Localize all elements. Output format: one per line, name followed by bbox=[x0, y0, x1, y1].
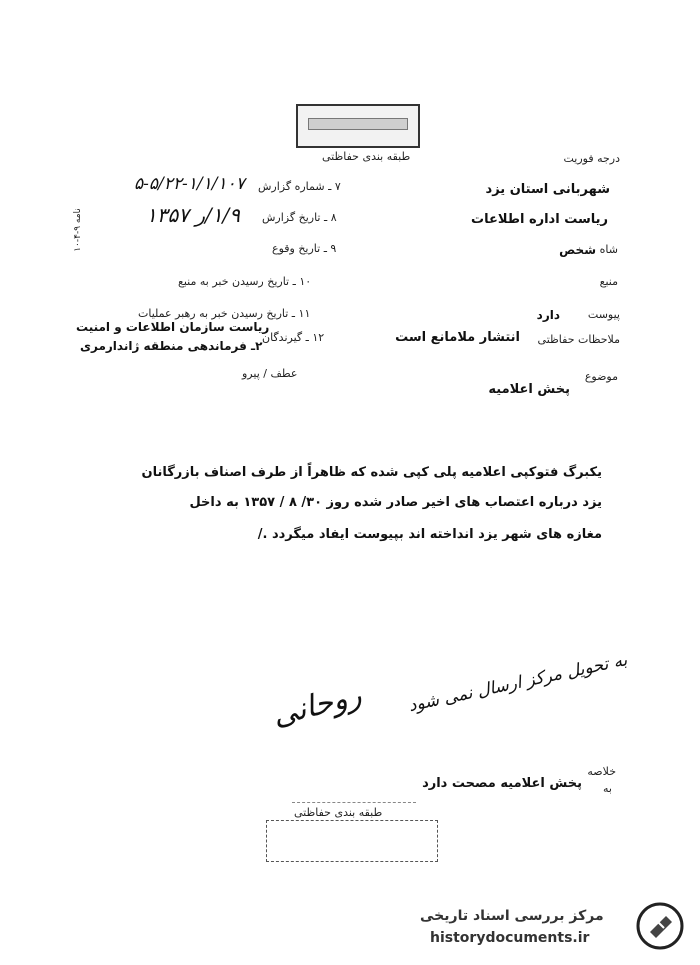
security-note-label: ملاحظات حفاظتی bbox=[537, 333, 620, 346]
archive-logo-icon bbox=[636, 902, 684, 950]
watermark-title: مرکز بررسی اسناد تاریخی bbox=[420, 908, 604, 924]
summary-value: پخش اعلامیه مصحت دارد bbox=[422, 776, 582, 791]
classification-stamp-bottom bbox=[266, 820, 438, 862]
to-field: شهربانی استان یزد bbox=[485, 182, 610, 197]
classification-label-bottom: طبقه بندی حفاظتی bbox=[294, 806, 383, 819]
field-10-label: ۱۰ ـ تاریخ رسیدن خبر به منبع bbox=[178, 275, 312, 288]
watermark-url: historydocuments.ir bbox=[430, 930, 590, 946]
attachment-label: پیوست bbox=[587, 308, 620, 321]
field-7-value: ۵-۵/۲۲-۱/۱/۱۰۷ bbox=[134, 174, 245, 194]
from-field: ریاست اداره اطلاعات bbox=[471, 212, 608, 227]
body-line-2: یزد درباره اعتصاب های اخیر صادر شده روز ۳۰/ ۸ / ۱۳۵۷ به داخل bbox=[189, 495, 602, 510]
classification-label-top: طبقه بندی حفاظتی bbox=[322, 150, 411, 163]
field-12-recipient-1: ریاست سازمان اطلاعات و امنیت bbox=[76, 320, 270, 334]
field-12-recipient-2: ۲ـ فرماندهی منطقه ژاندارمری bbox=[80, 339, 263, 353]
urgency-label: درجه فوریت bbox=[563, 152, 620, 165]
handwritten-signature: روحانی bbox=[269, 677, 365, 734]
classification-stamp-top bbox=[296, 104, 420, 148]
reference-label: عطف / پیرو bbox=[242, 367, 298, 380]
security-note-value: انتشار ملامانع است bbox=[395, 330, 520, 345]
subject-label: موضوع bbox=[584, 370, 618, 383]
source-label: منبع bbox=[599, 275, 618, 288]
attachment-value: دارد bbox=[536, 308, 560, 322]
summary-label-2: به bbox=[603, 782, 612, 795]
margin-note: ۱۰-۴-۹ نامه bbox=[72, 208, 83, 252]
handwritten-note: به تحویل مرکز ارسال نمی شود bbox=[406, 650, 630, 717]
summary-label-1: خلاصه bbox=[587, 765, 616, 778]
body-line-1: یکبرگ فتوکپی اعلامیه پلی کپی شده که ظاهراً از طرف اصناف بازرگانان bbox=[141, 465, 602, 480]
field-8-label: ۸ ـ تاریخ گزارش bbox=[262, 211, 337, 224]
bottom-divider bbox=[292, 802, 416, 803]
subject-value: پخش اعلامیه bbox=[488, 382, 570, 397]
field-11-label: ۱۱ ـ تاریخ رسیدن خبر به رهبر عملیات bbox=[138, 307, 311, 320]
field-9-label: ۹ ـ تاریخ وقوع bbox=[272, 242, 337, 255]
field-8-value: ۱/۹/ر ۱۳۵۷ bbox=[146, 203, 240, 227]
field-7-label: ۷ ـ شماره گزارش bbox=[258, 180, 341, 193]
body-line-3: مغازه های شهر یزد انداخته اند بپیوست ایفاد میگردد ./ bbox=[257, 527, 602, 542]
witness-value: شخص bbox=[559, 243, 596, 257]
witness-label: شاه bbox=[599, 243, 618, 256]
field-12-label: ۱۲ ـ گیرندگان bbox=[262, 331, 325, 344]
